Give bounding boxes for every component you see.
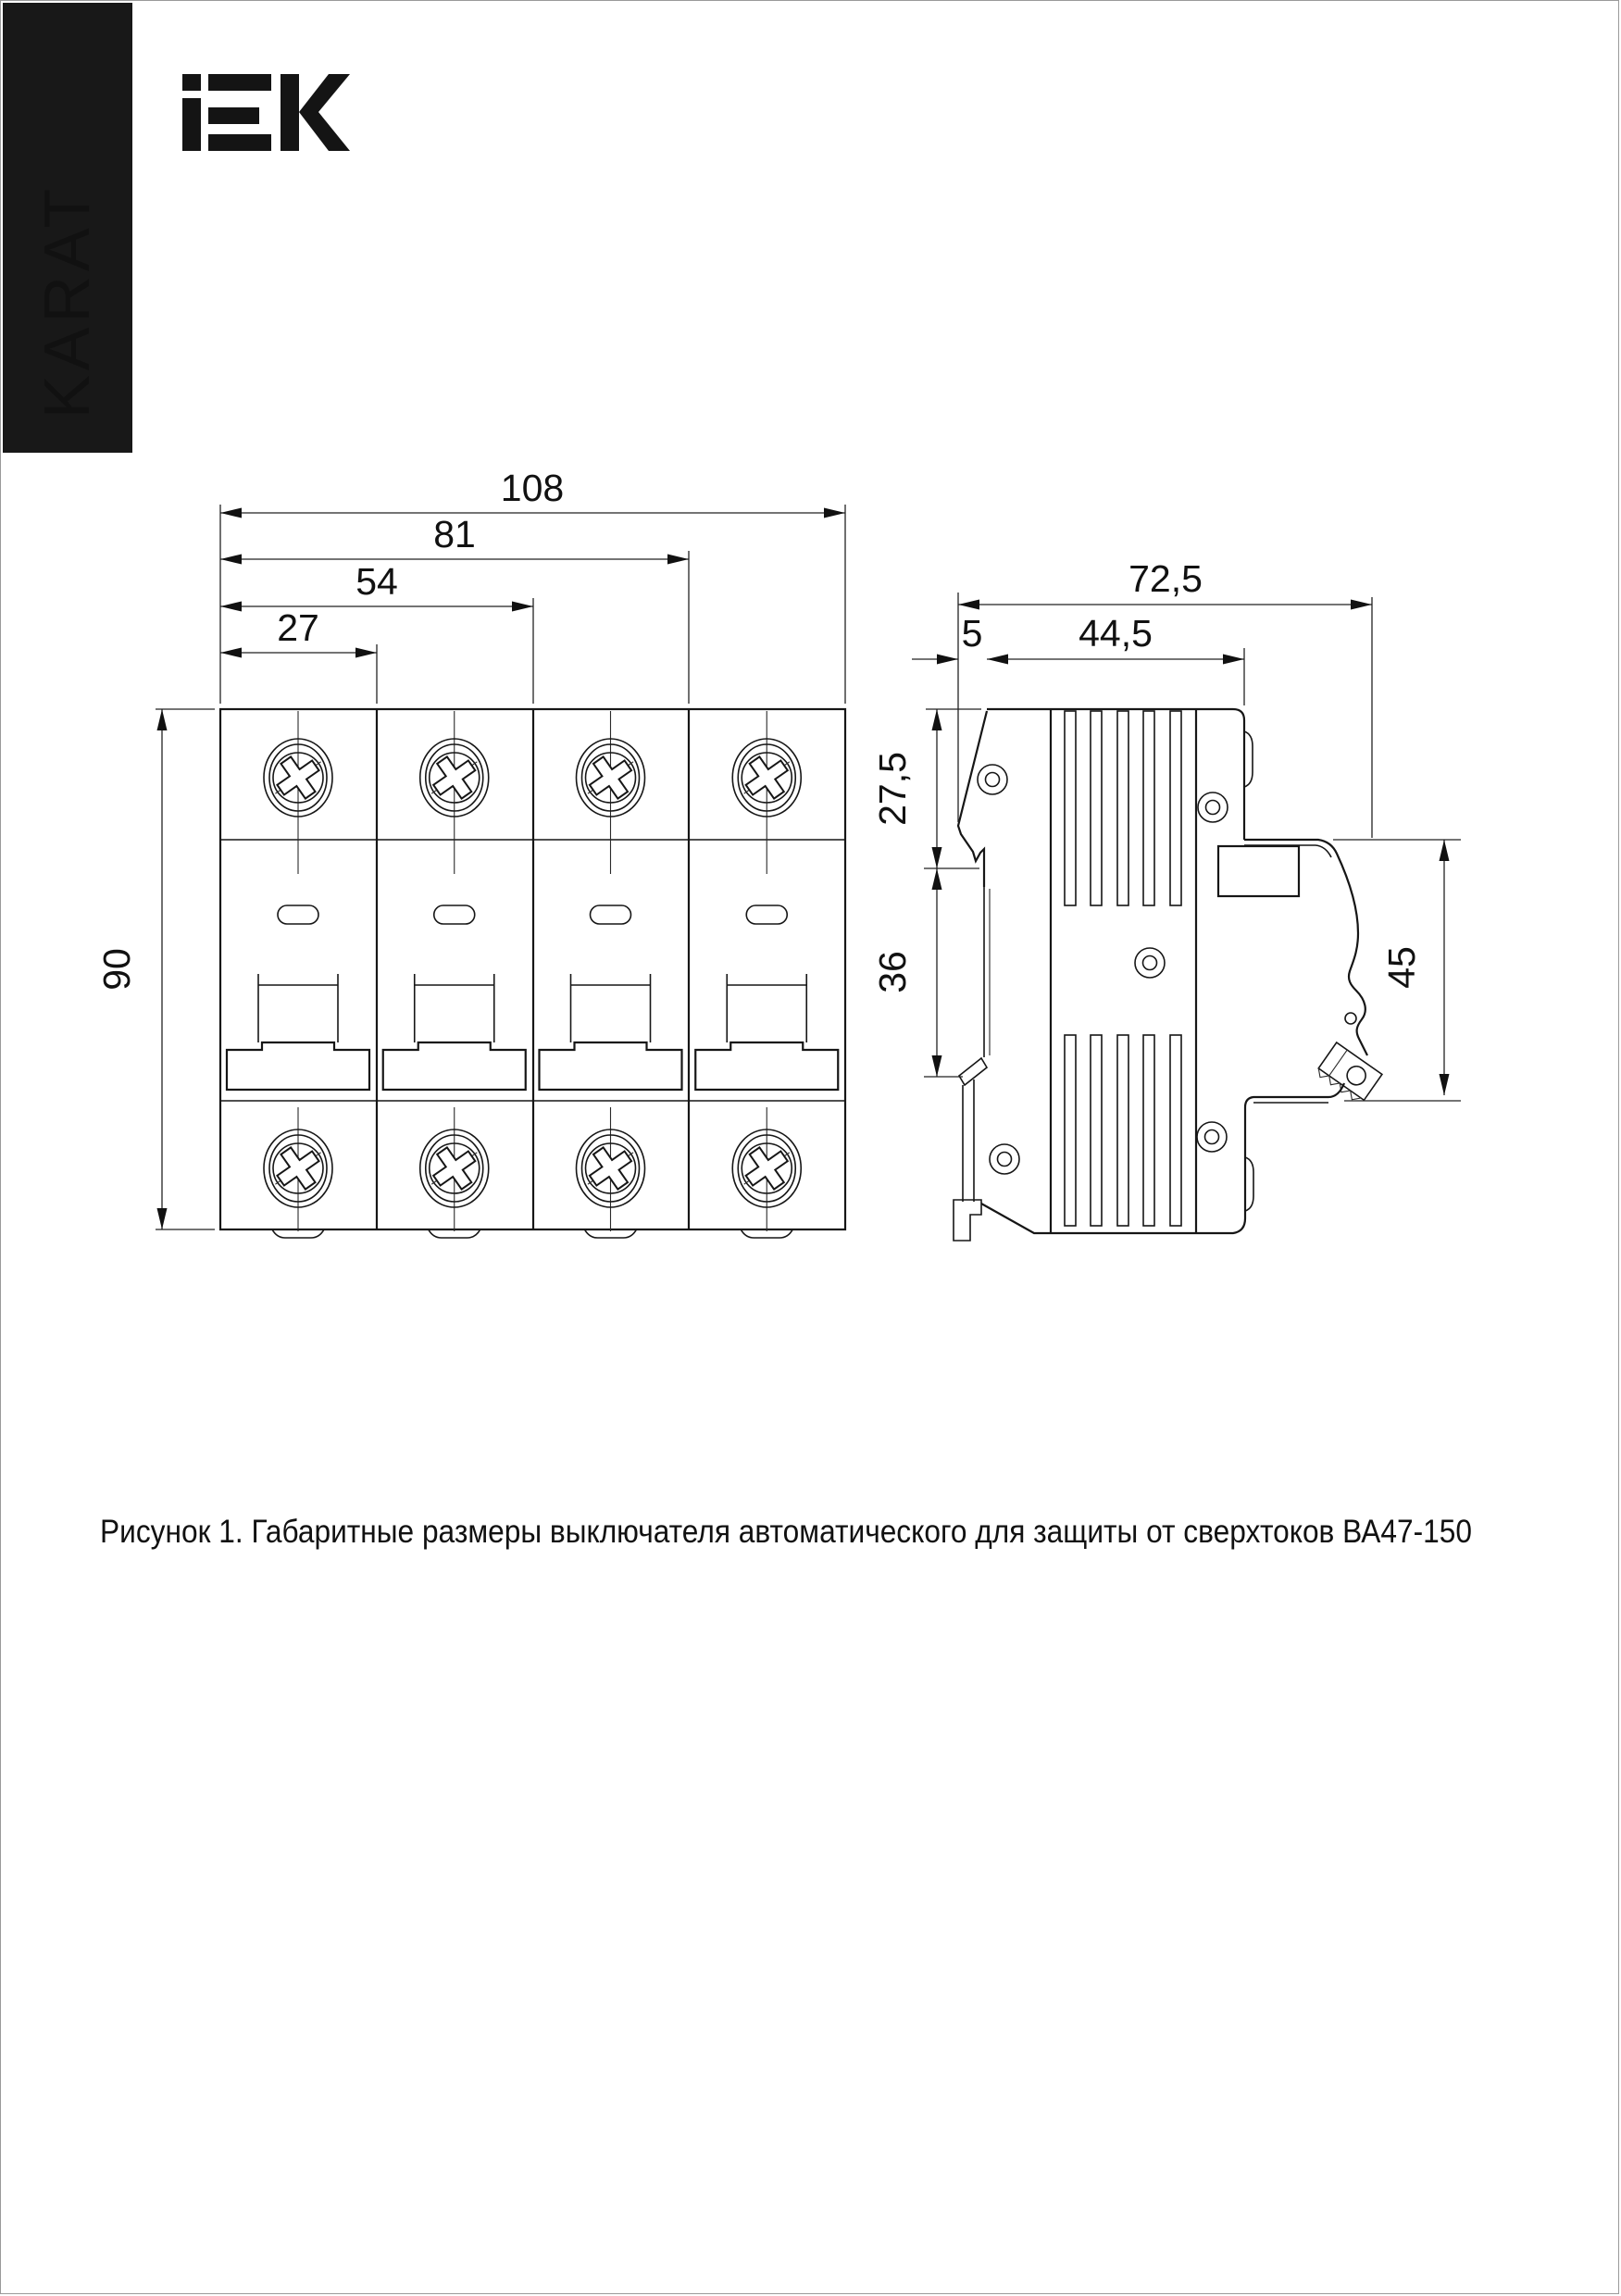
dim-label-36: 36 (871, 951, 914, 993)
dim-label-90: 90 (95, 948, 138, 991)
dim-label-45: 45 (1380, 946, 1423, 989)
mount-hole-bottom-left (990, 1144, 1019, 1174)
dim-label-72-5: 72,5 (1128, 557, 1203, 600)
dim-label-54: 54 (355, 560, 398, 603)
dim-27 (220, 606, 377, 658)
mount-hole-bottom-right (1197, 1122, 1227, 1152)
dim-108 (220, 467, 845, 518)
dim-44-5 (987, 612, 1244, 665)
dim-label-5: 5 (961, 612, 983, 655)
mount-hole-center (1135, 948, 1165, 978)
figure-caption: Рисунок 1. Габаритные размеры выключателя автоматического для защиты от сверхтоков ВА47-150 (100, 1514, 1472, 1550)
toggle-lever (1218, 846, 1299, 896)
iek-logo (182, 74, 350, 151)
side-view (954, 709, 1382, 1241)
dim-label-27: 27 (277, 606, 319, 649)
dim-36 (871, 868, 942, 1077)
karat-side-banner (3, 3, 132, 453)
terminal-clamp (1315, 1042, 1382, 1105)
dim-label-44-5: 44,5 (1079, 612, 1153, 655)
dim-54 (220, 560, 533, 612)
dim-label-108: 108 (500, 467, 565, 509)
front-view (220, 709, 845, 1238)
dim-label-27-5: 27,5 (871, 752, 914, 826)
dim-90 (95, 709, 215, 1229)
pole-2 (383, 711, 526, 1238)
vent-slots-bottom (1065, 1035, 1181, 1226)
pole-1 (227, 711, 369, 1238)
pole-3 (540, 711, 682, 1238)
din-latch (954, 1058, 987, 1241)
karat-label: KARAT (31, 183, 103, 418)
front-view-dimensions (95, 467, 845, 1229)
dim-45 (1380, 840, 1450, 1095)
dim-5 (912, 612, 982, 665)
dim-81 (220, 513, 689, 565)
mount-hole-top-right (1198, 792, 1228, 822)
pole-4 (695, 711, 838, 1238)
dim-72-5 (958, 557, 1372, 610)
dim-27-5 (871, 709, 942, 868)
mount-hole-top-left (978, 765, 1007, 794)
vent-slots-top (1065, 711, 1181, 905)
dim-label-81: 81 (433, 513, 476, 555)
